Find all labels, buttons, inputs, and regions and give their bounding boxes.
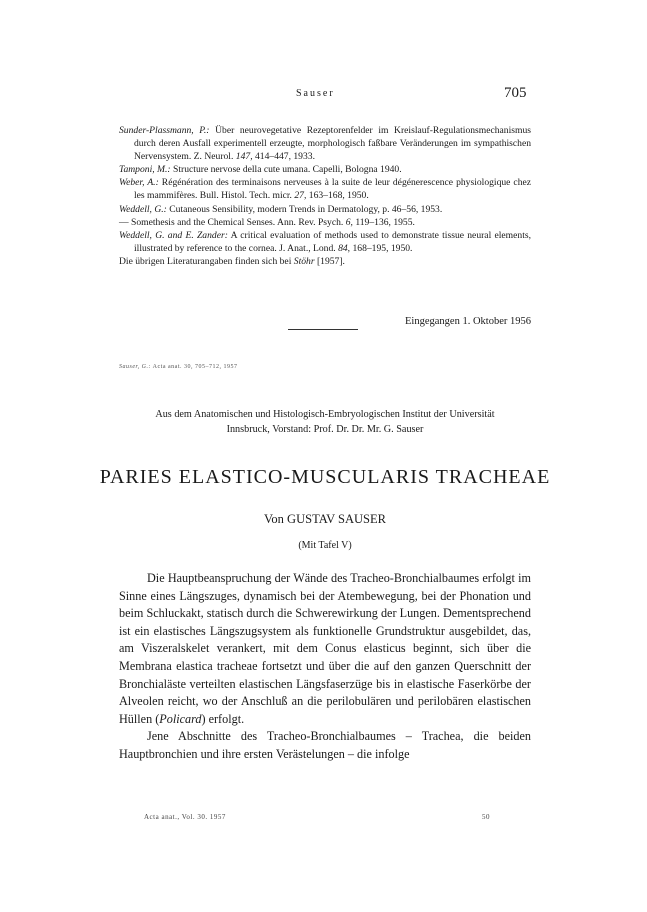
reference-text: Régénération des terminaisons nerveuses à la suite de leur dégénerescence physiologique chez les mammifères. Bull. Histol. Tech. micr. xyxy=(134,177,532,202)
reference-text: Structure nervose della cute umana. Capelli, Bologna 1940. xyxy=(173,164,402,176)
reference-list xyxy=(119,124,531,268)
reference-volume: 147, xyxy=(235,151,253,163)
page-number: 705 xyxy=(504,85,527,101)
references-note-year: [1957]. xyxy=(316,255,345,267)
running-head xyxy=(0,85,647,104)
reference-text: A critical evaluation of methods used to demonstrate tissue neural elements, illustrated by reference to the cornea. J. Anat., Lond. xyxy=(134,229,531,254)
reference-author: Tamponi, M.: xyxy=(119,164,171,176)
paragraph-text-end: ) erfolgt. xyxy=(201,711,245,726)
references-note-text: Die übrigen Literaturangaben finden sich bei xyxy=(119,255,292,267)
reference-ditto-dash: — xyxy=(119,216,129,228)
plate-note: (Mit Tafel V) xyxy=(298,540,352,551)
article-body xyxy=(119,570,531,764)
reference-text: Cutaneous Sensibility, modern Trends in Dermatology, p. 46–56, 1953. xyxy=(169,203,443,215)
reference-volume: 6, xyxy=(345,216,353,228)
footer-journal: Acta anat., Vol. 30. 1957 xyxy=(144,813,226,821)
reference-entry xyxy=(119,124,531,163)
reference-volume: 84, xyxy=(338,242,351,254)
running-head-author: Sauser xyxy=(296,88,335,99)
citation-author: Sauser, G.: xyxy=(119,364,151,370)
reference-text: Somethesis and the Chemical Senses. Ann. Rev. Psych. xyxy=(131,216,344,228)
article-citation xyxy=(119,364,238,370)
reference-text: Über neurovegetative Rezeptorenfelder im Kreislauf-Regulationsmechanismus durch deren Ausfall experimentell erzeugte, morphologisch faßbare Veränderungen im sympathischen Nervensystem. Z. Neurol. xyxy=(134,125,531,163)
institute-affiliation xyxy=(119,407,531,437)
body-paragraph: Jene Abschnitte des Tracheo-Bronchialbaumes – Trachea, die beiden Hauptbronchien und ihre ersten Verästelungen – die infolge xyxy=(119,729,531,761)
cited-author: Policard xyxy=(159,711,202,726)
reference-author: Weber, A.: xyxy=(119,177,159,189)
paragraph-text: Die Hauptbeanspruchung der Wände des Tracheo-Bronchialbaumes erfolgt im Sinne eines Längszuges, dynamisch bei der Atembewegung, bei der Phonation und beim Schluckakt, statisch durch die Schwerewirkung der Lungen. Dementsprechend ist ein elastisches Längszugsystem als funktionelle Grundstruktur ausgebildet, das, am Viszeralskelet verankert, mit dem Conus elasticus beginnt, sich über die Membrana elastica tracheae fortsetzt und über die auf den ganzen Querschnitt der Bronchialäste verteilten elastischen Längsfaserzüge bis in elastische Faserkörbe der Alveolen reicht, wo der Anschluß an die perilobulären und perilobären elastischen Hüllen ( xyxy=(119,571,531,726)
institute-line-2: Innsbruck, Vorstand: Prof. Dr. Dr. Mr. G. Sauser xyxy=(226,424,424,435)
references-note xyxy=(119,255,531,268)
reference-author: Weddell, G.: xyxy=(119,203,167,215)
reference-pages: 163–168, 1950. xyxy=(308,190,369,202)
article-byline: Von GUSTAV SAUSER xyxy=(264,512,386,526)
references-note-cited: Stöhr xyxy=(293,255,315,267)
reference-entry xyxy=(119,216,531,229)
reference-entry xyxy=(119,163,531,176)
article-title: PARIES ELASTICO-MUSCULARIS TRACHEAE xyxy=(99,466,551,488)
reference-entry xyxy=(119,229,531,255)
received-date: Eingegangen 1. Oktober 1956 xyxy=(405,316,531,327)
section-divider xyxy=(288,329,358,330)
reference-author: Sunder-Plassmann, P.: xyxy=(119,125,210,136)
reference-pages: 414–447, 1933. xyxy=(255,151,315,163)
footer-signature: 50 xyxy=(482,813,490,821)
institute-line-1: Aus dem Anatomischen und Histologisch-Embryologischen Institut der Universität xyxy=(155,409,495,420)
reference-pages: 119–136, 1955. xyxy=(355,216,415,228)
reference-volume: 27, xyxy=(294,190,307,202)
reference-entry xyxy=(119,176,531,202)
reference-entry xyxy=(119,203,531,216)
reference-author: Weddell, G. and E. Zander: xyxy=(119,229,228,241)
reference-pages: 168–195, 1950. xyxy=(352,242,413,254)
citation-source: Acta anat. 30, 705–712, 1957 xyxy=(152,364,238,370)
body-paragraph xyxy=(119,570,531,728)
